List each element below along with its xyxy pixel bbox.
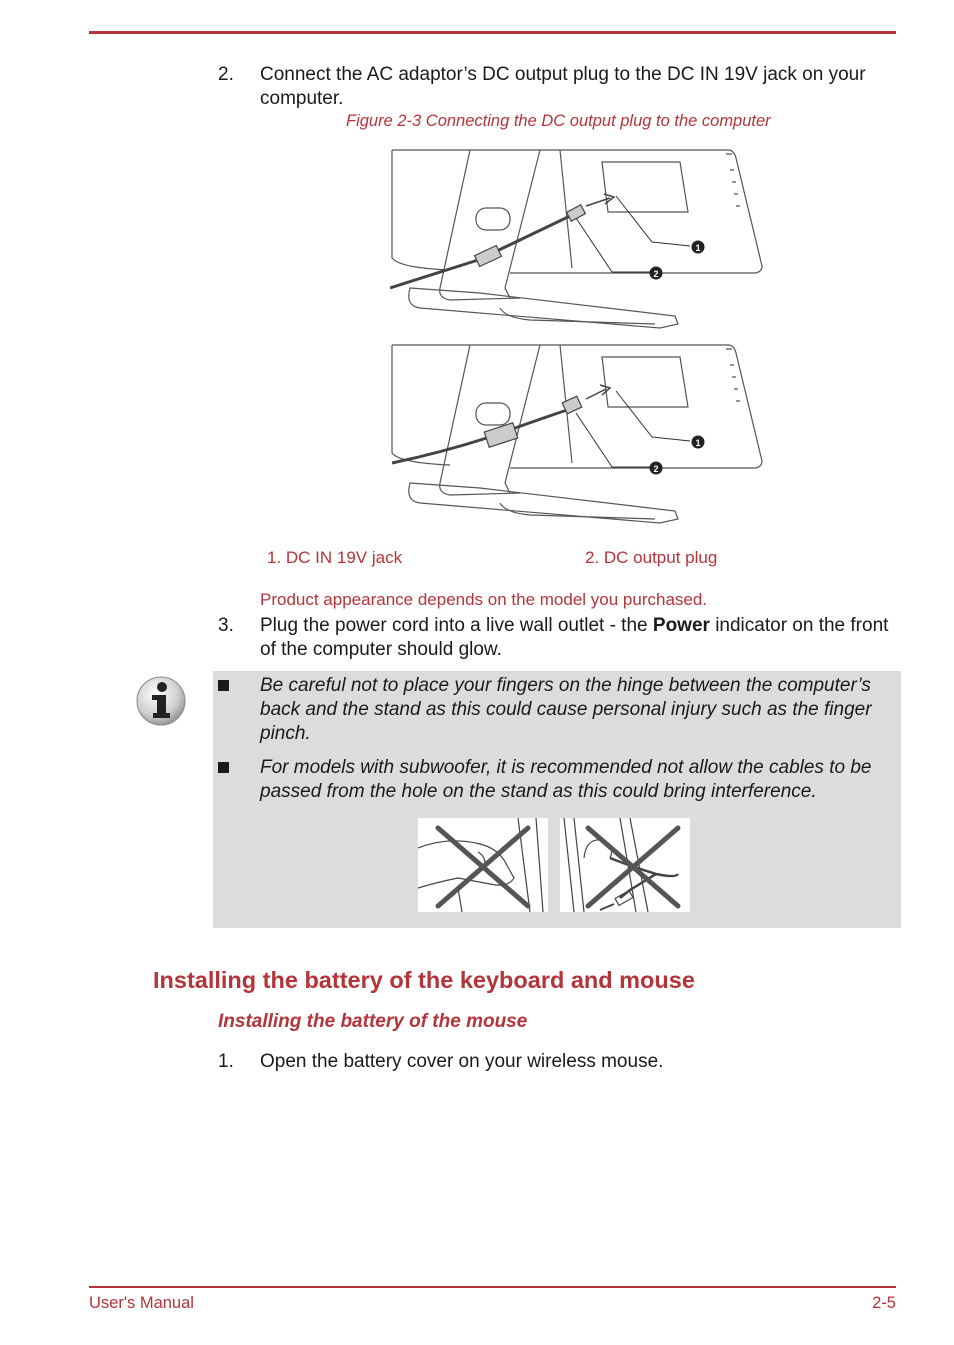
step-number: 2.	[218, 64, 234, 85]
bullet-marker	[218, 680, 229, 691]
callout-2: 2	[653, 269, 659, 279]
footer-title: User's Manual	[89, 1294, 194, 1312]
figure-disclaimer: Product appearance depends on the model you purchased.	[260, 590, 708, 609]
figure-dc-connection	[390, 148, 765, 538]
callout-markers-before	[650, 241, 705, 280]
bullet-marker	[218, 762, 229, 773]
header-rule	[89, 31, 896, 34]
cable-hole-warning-image	[560, 818, 690, 912]
step-text: Connect the AC adaptor’s DC output plug to the DC IN 19V jack on your computer.	[260, 64, 866, 109]
note-item: Be careful not to place your fingers on the hinge between the computer’s back and the stand as this could cause personal injury such as the finger pinch.	[260, 675, 872, 744]
step-number: 3.	[218, 615, 234, 636]
subsection-title: Installing the battery of the mouse	[218, 1011, 528, 1032]
section-title: Installing the battery of the keyboard and mouse	[153, 967, 695, 993]
figure-caption: Figure 2-3 Connecting the DC output plug to the computer	[346, 112, 771, 130]
legend-item-1: 1. DC IN 19V jack	[267, 548, 403, 567]
figure-panel-after	[392, 345, 762, 523]
legend-item-2: 2. DC output plug	[585, 548, 718, 567]
callout-lines-after	[576, 391, 690, 467]
step-text-part: indicator on the front of the computer should glow.	[260, 615, 889, 660]
step-text-part: Plug the power cord into a live wall outlet - the	[260, 615, 653, 636]
note-item: For models with subwoofer, it is recommended not allow the cables to be passed from the hole on the stand as this could bring interference.	[260, 757, 872, 802]
info-icon	[135, 675, 187, 727]
footer-rule	[89, 1286, 896, 1288]
callout-2: 2	[653, 464, 659, 474]
callout-1: 1	[695, 243, 701, 253]
hinge-warning-image	[418, 818, 548, 912]
step-text	[260, 614, 895, 662]
power-label: Power	[652, 615, 710, 636]
page-number: 2-5	[872, 1294, 896, 1312]
figure-panel-before	[392, 150, 762, 328]
step-text: Open the battery cover on your wireless mouse.	[260, 1051, 664, 1072]
callout-1: 1	[695, 438, 701, 448]
callout-lines-before	[576, 196, 690, 272]
step-number: 1.	[218, 1051, 234, 1072]
callout-markers-after	[650, 436, 705, 475]
cable-after	[392, 385, 610, 463]
